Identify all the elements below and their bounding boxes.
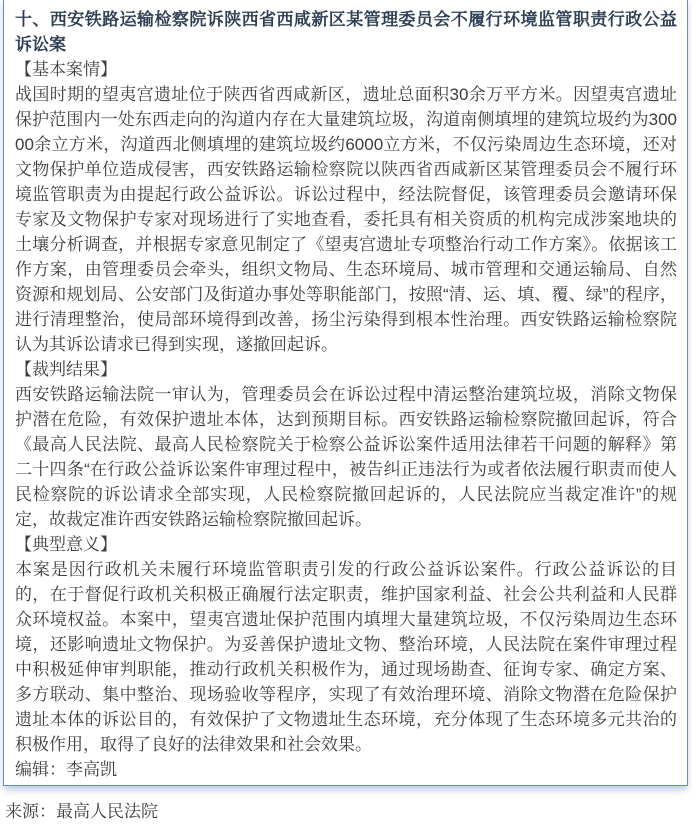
section-body-judgment-result: 西安铁路运输法院一审认为，管理委员会在诉讼过程中清运整治建筑垃圾，消除文物保护潜在危险，有效保护遗址本体，达到预期目标。西安铁路运输检察院撤回起诉，符合《最高人民法院、最高人民检察院关于检察公益诉讼案件适用法律若干问题的解释》第二十四条“在行政公益诉讼案件审理过程中，被告纠正违法行为或者依法履行职责而使人民检察院的诉讼请求全部实现，人民检察院撤回起诉的，人民法院应当裁定准许”的规定，故裁定准许西安铁路运输检察院撤回起诉。 [15,385,677,529]
section-body-basic-facts: 战国时期的望夷宫遗址位于陕西省西咸新区，遗址总面积30余万平方米。因望夷宫遗址保护范围内一处东西走向的沟道内存在大量建筑垃圾，沟道南侧填埋的建筑垃圾约为30000余立方米，沟道西北侧填埋的建筑垃圾约6000立方米，不仅污染周边生态环境，还对文物保护单位造成侵害，西安铁路运输检察院以陕西省西咸新区某管理委员会不履行环境监管职责为由提起行政公益诉讼。诉讼过程中，经法院督促，该管理委员会邀请环保专家及文物保护专家对现场进行了实地查看，委托具有相关资质的机构完成涉案地块的土壤分析调查，并根据专家意见制定了《望夷宫遗址专项整治行动工作方案》。依据该工作方案，由管理委员会牵头，组织文物局、生态环境局、城市管理和交通运输局、自然资源和规划局、公安部门及街道办事处等职能部门，按照“清、运、填、覆、绿”的程序，进行清理整治，使局部环境得到改善，扬尘污染得到根本性治理。西安铁路运输检察院认为其诉讼请求已得到实现，遂撤回起诉。 [15,85,677,354]
section-heading-typical-significance: 【典型意义】 [15,535,117,554]
case-title: 十、西安铁路运输检察院诉陕西省西咸新区某管理委员会不履行环境监管职责行政公益诉讼案 [15,10,677,54]
editor-credit: 编辑：李高凯 [15,760,117,779]
source-credit: 来源：最高人民法院 [5,802,158,821]
section-heading-basic-facts: 【基本案情】 [15,60,117,79]
section-body-typical-significance: 本案是因行政机关未履行环境监管职责引发的行政公益诉讼案件。行政公益诉讼的目的，在于督促行政机关积极正确履行法定职责，维护国家利益、社会公共利益和人民群众环境权益。本案中，望夷宫遗址保护范围内填埋大量建筑垃圾，不仅污染周边生态环境，还影响遗址文物保护。为妥善保护遗址文物、整治环境，人民法院在案件审理过程中积极延伸审判职能，推动行政机关积极作为，通过现场勘查、征询专家、确定方案、多方联动、集中整治、现场验收等程序，实现了有效治理环境、消除文物潜在危险保护遗址本体的诉讼目的，有效保护了文物遗址生态环境，充分体现了生态环境多元共治的积极作用，取得了良好的法律效果和社会效果。 [15,560,677,754]
case-article-box [3,0,688,786]
section-heading-judgment-result: 【裁判结果】 [15,360,117,379]
